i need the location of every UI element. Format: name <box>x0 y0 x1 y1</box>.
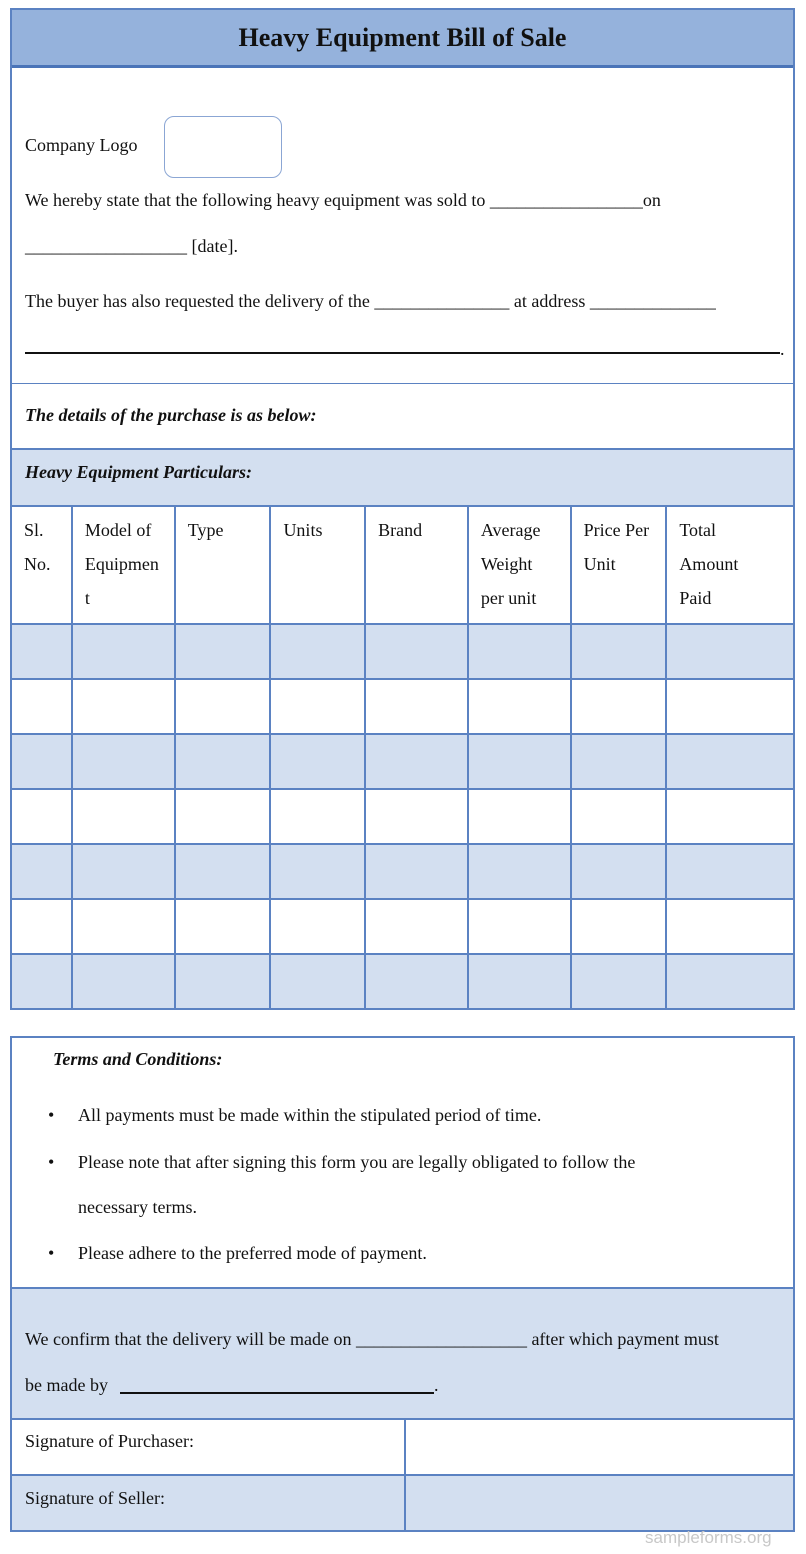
date-line: __________________ [date]. <box>25 236 238 256</box>
confirmation-line-2-prefix: be made by <box>25 1375 108 1395</box>
terms-item-1: All payments must be made within the stipulated period of time. <box>78 1105 542 1125</box>
intro-divider <box>10 383 795 384</box>
header-cell-average-weight: Average Weight per unit <box>468 506 571 624</box>
terms-item-2-cont: necessary terms. <box>78 1197 197 1217</box>
company-logo-box[interactable] <box>164 116 282 178</box>
table-row <box>11 899 794 954</box>
signature-seller-label: Signature of Seller: <box>25 1488 165 1508</box>
details-heading: The details of the purchase is as below: <box>25 405 317 425</box>
header-cell-price-per-unit: Price Per Unit <box>571 506 667 624</box>
watermark: sampleforms.org <box>645 1528 772 1547</box>
header-cell-model: Model of Equipmen t <box>72 506 175 624</box>
particulars-heading: Heavy Equipment Particulars: <box>25 462 252 482</box>
address-end-mark: . <box>780 339 785 359</box>
table-row <box>11 734 794 789</box>
table-row <box>11 844 794 899</box>
table-row <box>11 624 794 679</box>
terms-item-2: Please note that after signing this form you are legally obligated to follow the <box>78 1152 636 1172</box>
header-cell-sl-no: Sl. No. <box>11 506 72 624</box>
table-header-row <box>11 506 794 624</box>
signature-purchaser-field[interactable] <box>404 1418 795 1476</box>
address-underline <box>25 352 780 354</box>
confirmation-section <box>10 1287 795 1420</box>
confirmation-line-1: We confirm that the delivery will be made on ___________________ after which payment must <box>25 1329 719 1349</box>
header-cell-total-amount: Total Amount Paid <box>666 506 794 624</box>
company-logo-label: Company Logo <box>25 135 138 155</box>
table-row <box>11 954 794 1009</box>
header-cell-units: Units <box>270 506 365 624</box>
document-title: Heavy Equipment Bill of Sale <box>10 8 795 68</box>
terms-bullet-3: • <box>48 1243 55 1263</box>
equipment-table <box>10 505 795 1010</box>
payment-date-underline[interactable] <box>120 1392 434 1394</box>
delivery-line: The buyer has also requested the delivery of the _______________ at address ______________ <box>25 291 716 311</box>
signature-purchaser-label: Signature of Purchaser: <box>25 1431 194 1451</box>
terms-item-3: Please adhere to the preferred mode of payment. <box>78 1243 427 1263</box>
intro-section <box>10 66 795 450</box>
header-cell-brand: Brand <box>365 506 468 624</box>
terms-bullet-2: • <box>48 1152 55 1172</box>
sold-to-line: We hereby state that the following heavy equipment was sold to _________________on <box>25 190 661 210</box>
confirmation-line-2-suffix: . <box>434 1375 439 1395</box>
signature-seller-field[interactable] <box>404 1474 795 1532</box>
header-cell-type: Type <box>175 506 271 624</box>
table-row <box>11 679 794 734</box>
table-row <box>11 789 794 844</box>
terms-heading: Terms and Conditions: <box>53 1049 223 1069</box>
terms-bullet-1: • <box>48 1105 55 1125</box>
